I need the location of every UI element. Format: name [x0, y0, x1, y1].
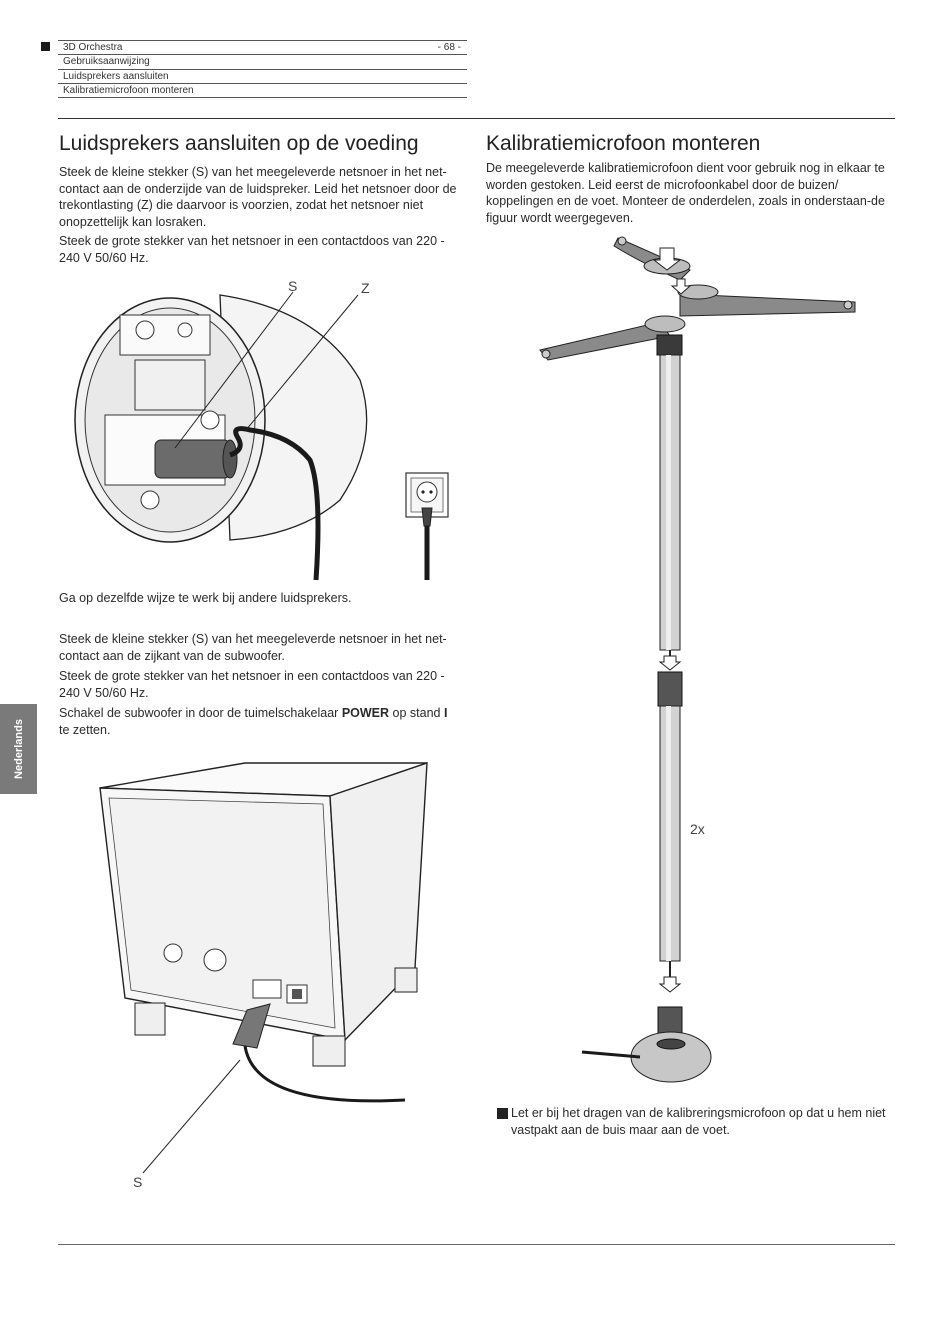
header-product-text: 3D Orchestra [63, 42, 123, 53]
power-label: POWER [341, 706, 390, 720]
label-2x: 2x [690, 821, 705, 837]
label-s: S [288, 278, 298, 294]
header-marker [41, 42, 50, 51]
p6-text-e: te zetten. [59, 722, 111, 737]
page-number: - 68 - [437, 42, 461, 53]
header-row-manual: Gebruiksaanwijzing [58, 54, 467, 68]
left-paragraph-4: Steek de kleine stekker (S) van het meegeleverde netsnoer in het net-contact aan de zijkant van de subwoofer. [59, 632, 447, 663]
right-section-title: Kalibratiemicrofoon monteren [486, 132, 761, 155]
top-divider [58, 118, 895, 119]
p6-text-a: Schakel de subwoofer in door de tuimelschakelaar [59, 706, 342, 720]
left-paragraph-1: Steek de kleine stekker (S) van het meegeleverde netsnoer in het net-contact aan de onderzijde van de luidspreker. Leid het netsnoer door de trekontlasting (Z) die daarvoor is voorzien, zodat het netsnoer niet onopzettelijk kan losraken. [59, 165, 457, 229]
bottom-divider [58, 1244, 895, 1245]
header-row-chapter: Luidsprekers aansluiten [58, 69, 467, 83]
language-side-tab [0, 704, 37, 794]
left-paragraph-6 [59, 705, 461, 738]
header-row-product [58, 40, 467, 54]
carry-note-text: Let er bij het dragen van de kalibreringsmicrofoon op dat u hem niet vastpakt aan de buis maar aan de voet. [511, 1106, 886, 1137]
left-paragraph-5: Steek de grote stekker van het netsnoer in een contactdoos van 220 - 240 V 50/60 Hz. [59, 669, 445, 700]
language-tab-label: Nederlands [12, 719, 25, 779]
speaker-connection-illustration [60, 270, 480, 585]
info-icon: i [497, 1108, 508, 1119]
right-paragraph-1: De meegeleverde kalibratiemicrofoon dient voor gebruik nog in elkaar te worden gestoken. Leid eerst de microfoonkabel door de buizen/ koppelingen en de voet. Monteer de onderdelen, zoals in onderstaan-de figuur wordt weergegeven. [486, 161, 885, 225]
switch-position-label: I [443, 706, 448, 720]
left-paragraph-2: Steek de grote stekker van het netsnoer in een contactdoos van 220 - 240 V 50/60 Hz. [59, 234, 445, 265]
microphone-assembly-illustration [530, 232, 860, 1092]
p6-text-c: op stand [389, 706, 444, 720]
left-section-title: Luidsprekers aansluiten op de voeding [59, 132, 419, 155]
carry-note [494, 1105, 911, 1138]
label-z: Z [361, 280, 370, 296]
header-bottom-rule [58, 97, 467, 98]
label-s-subwoofer: S [133, 1174, 143, 1190]
subwoofer-illustration [95, 758, 425, 1198]
left-paragraph-3: Ga op dezelfde wijze te werk bij andere luidsprekers. [59, 591, 352, 605]
header-row-section: Kalibratiemicrofoon monteren [58, 83, 467, 97]
